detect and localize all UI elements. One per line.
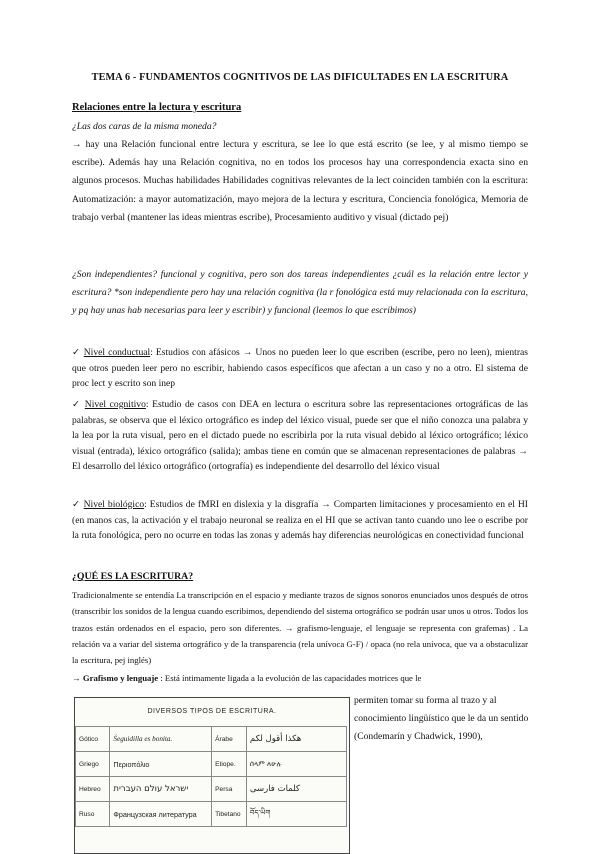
arrow-icon: → [72, 673, 83, 683]
script-name: Gótico [76, 727, 110, 752]
section-heading-que-es: ¿QUÉ ES LA ESCRITURA? [72, 571, 194, 582]
level-text: : Estudio de casos con DEA en lectura o escritura sobre las representaciones ortográficas de las palabras, se observa que el léxico ortográfico es indep del léxico visual, puede ser que el niño conozca una palabra y la lea por la ruta visual, pero en el dictado puede no escribirla por la ruta visual debido al léxico ortográfico; léxico visual (entrada), léxico ortográfico (salida); ambas tiene en común que se almacenan representaciones de palabras → El desarrollo del léxico ortográfico (ortografía) es independiente del desarrollo del léxico visual [72, 399, 528, 473]
check-icon: ✓ [72, 347, 81, 358]
paragraph-relation: → hay una Relación funcional entre lectura y escritura, se lee lo que está escrito (se lee, y al mismo tiempo se escribe). Además hay una Relación cognitiva, no en todos los procesos hay una correspondencia exacta sino en algunos procesos. Muchas habilidades Habilidades cognitivas relevantes de la lect coinciden también con la escritura: Automatización: a mayor automatización, mayo mejora de la lectura y escritura, Conciencia fonológica, Memoria de trabajo verbal (mantener las ideas mientras escribe), Procesamiento auditivo y visual (dictado pej) [72, 139, 528, 223]
question-two-sides: ¿Las dos caras de la misma moneda? [72, 121, 217, 132]
check-icon: ✓ [72, 399, 82, 410]
section-heading-relaciones: Relaciones entre la lectura y escritura [72, 102, 242, 113]
table-row [76, 727, 347, 752]
script-name: Persa [212, 777, 247, 802]
check-icon: ✓ [72, 499, 81, 510]
level-cognitivo [72, 397, 528, 475]
level-text: : Estudios de fMRI en dislexia y la disgrafía → Comparten limitaciones y procesamiento en el HI (en manos cas, la activación y el trabajo neuronal se realiza en el HI que se activan tanto cuando uno lee o escribe por la ruta fonológica, pero no ocurre en todas las zonas y además hay diferencias neurológicas en conectividad funcional [72, 499, 528, 542]
grafismo-text: : Está íntimamente ligada a la evolución de las capacidades motrices que le [158, 673, 422, 683]
script-sample: کلمات فارسی [246, 777, 346, 802]
level-label: Nivel biológico [83, 499, 145, 510]
script-sample: བོད་ཡིག [246, 802, 346, 827]
page-title: TEMA 6 - FUNDAMENTOS COGNITIVOS DE LAS DIFICULTADES EN LA ESCRITURA [91, 72, 509, 83]
script-name: Tibetano [212, 802, 247, 827]
script-name: Ruso [76, 802, 110, 827]
script-sample: ישראל עולם העברית [110, 777, 212, 802]
script-name: Hebreo [76, 777, 110, 802]
grafismo-label: Grafismo y lenguaje [82, 673, 159, 683]
figure-title: DIVERSOS TIPOS DE ESCRITURA. [147, 708, 277, 715]
question-independent: ¿Son independientes? funcional y cognitiva, pero son dos tareas independientes ¿cuál es la relación entre lector y escritura? *son independiente pero hay una relación cognitiva (la r fonológica está muy relacionada con la escritura, y pq hay unas hab necesarias para leer y escribir) y funcional (leemos lo que escribimos) [72, 269, 528, 317]
writing-types-figure [74, 697, 350, 854]
writing-types-table [75, 726, 347, 827]
paragraph-escritura: Tradicionalmente se entendía La transcripción en el espacio y mediante trazos de signos sonoros enunciados unos después de otros (transcribir los sonidos de la lengua cuando escribimos, dependiendo del sistema ortográfico se podrán usar unos u otros. Todos los trazos están ordenados en el espacio, pero son diferentes. → grafismo-lenguaje, el lenguaje se representa con grafemas) . La relación va a variar del sistema ortográfico y de la transparencia (rela unívoca G-F) / opaca (no rela unívoca, que va a obstaculizar la escritura, pej inglés) [72, 590, 528, 666]
script-sample: Śeguidilla es bonita. [110, 727, 212, 752]
side-paragraph: permiten tomar su forma al trazo y al conocimiento lingüístico que le da un sentido (Condemarín y Chadwick, 1990), [354, 695, 529, 743]
script-name: Griego [76, 752, 110, 777]
table-row [76, 752, 347, 777]
table-row [76, 802, 347, 827]
script-sample: ሰላም ለሁሉ [246, 752, 346, 777]
level-conductual [72, 345, 528, 392]
script-sample: Περιοπόλιο [110, 752, 212, 777]
paragraph-grafismo [72, 670, 528, 686]
level-text: : Estudios con afásicos → Unos no pueden leer lo que escriben (escribe, pero no leen), mientras que otros pueden leer pero no escribir, habiendo casos específicos que afectan a un caso y no a otro. El sistema de proc lect y escrito son inep [72, 347, 529, 390]
script-sample: هكذا أقول لكم [246, 727, 346, 752]
level-label: Nivel conductual [83, 347, 151, 358]
script-sample: Французская литература [110, 802, 212, 827]
level-label: Nivel cognitivo [84, 399, 146, 410]
level-biologico [72, 497, 528, 544]
script-name: Árabe [212, 727, 247, 752]
table-row [76, 777, 347, 802]
script-name: Etiope. [212, 752, 247, 777]
